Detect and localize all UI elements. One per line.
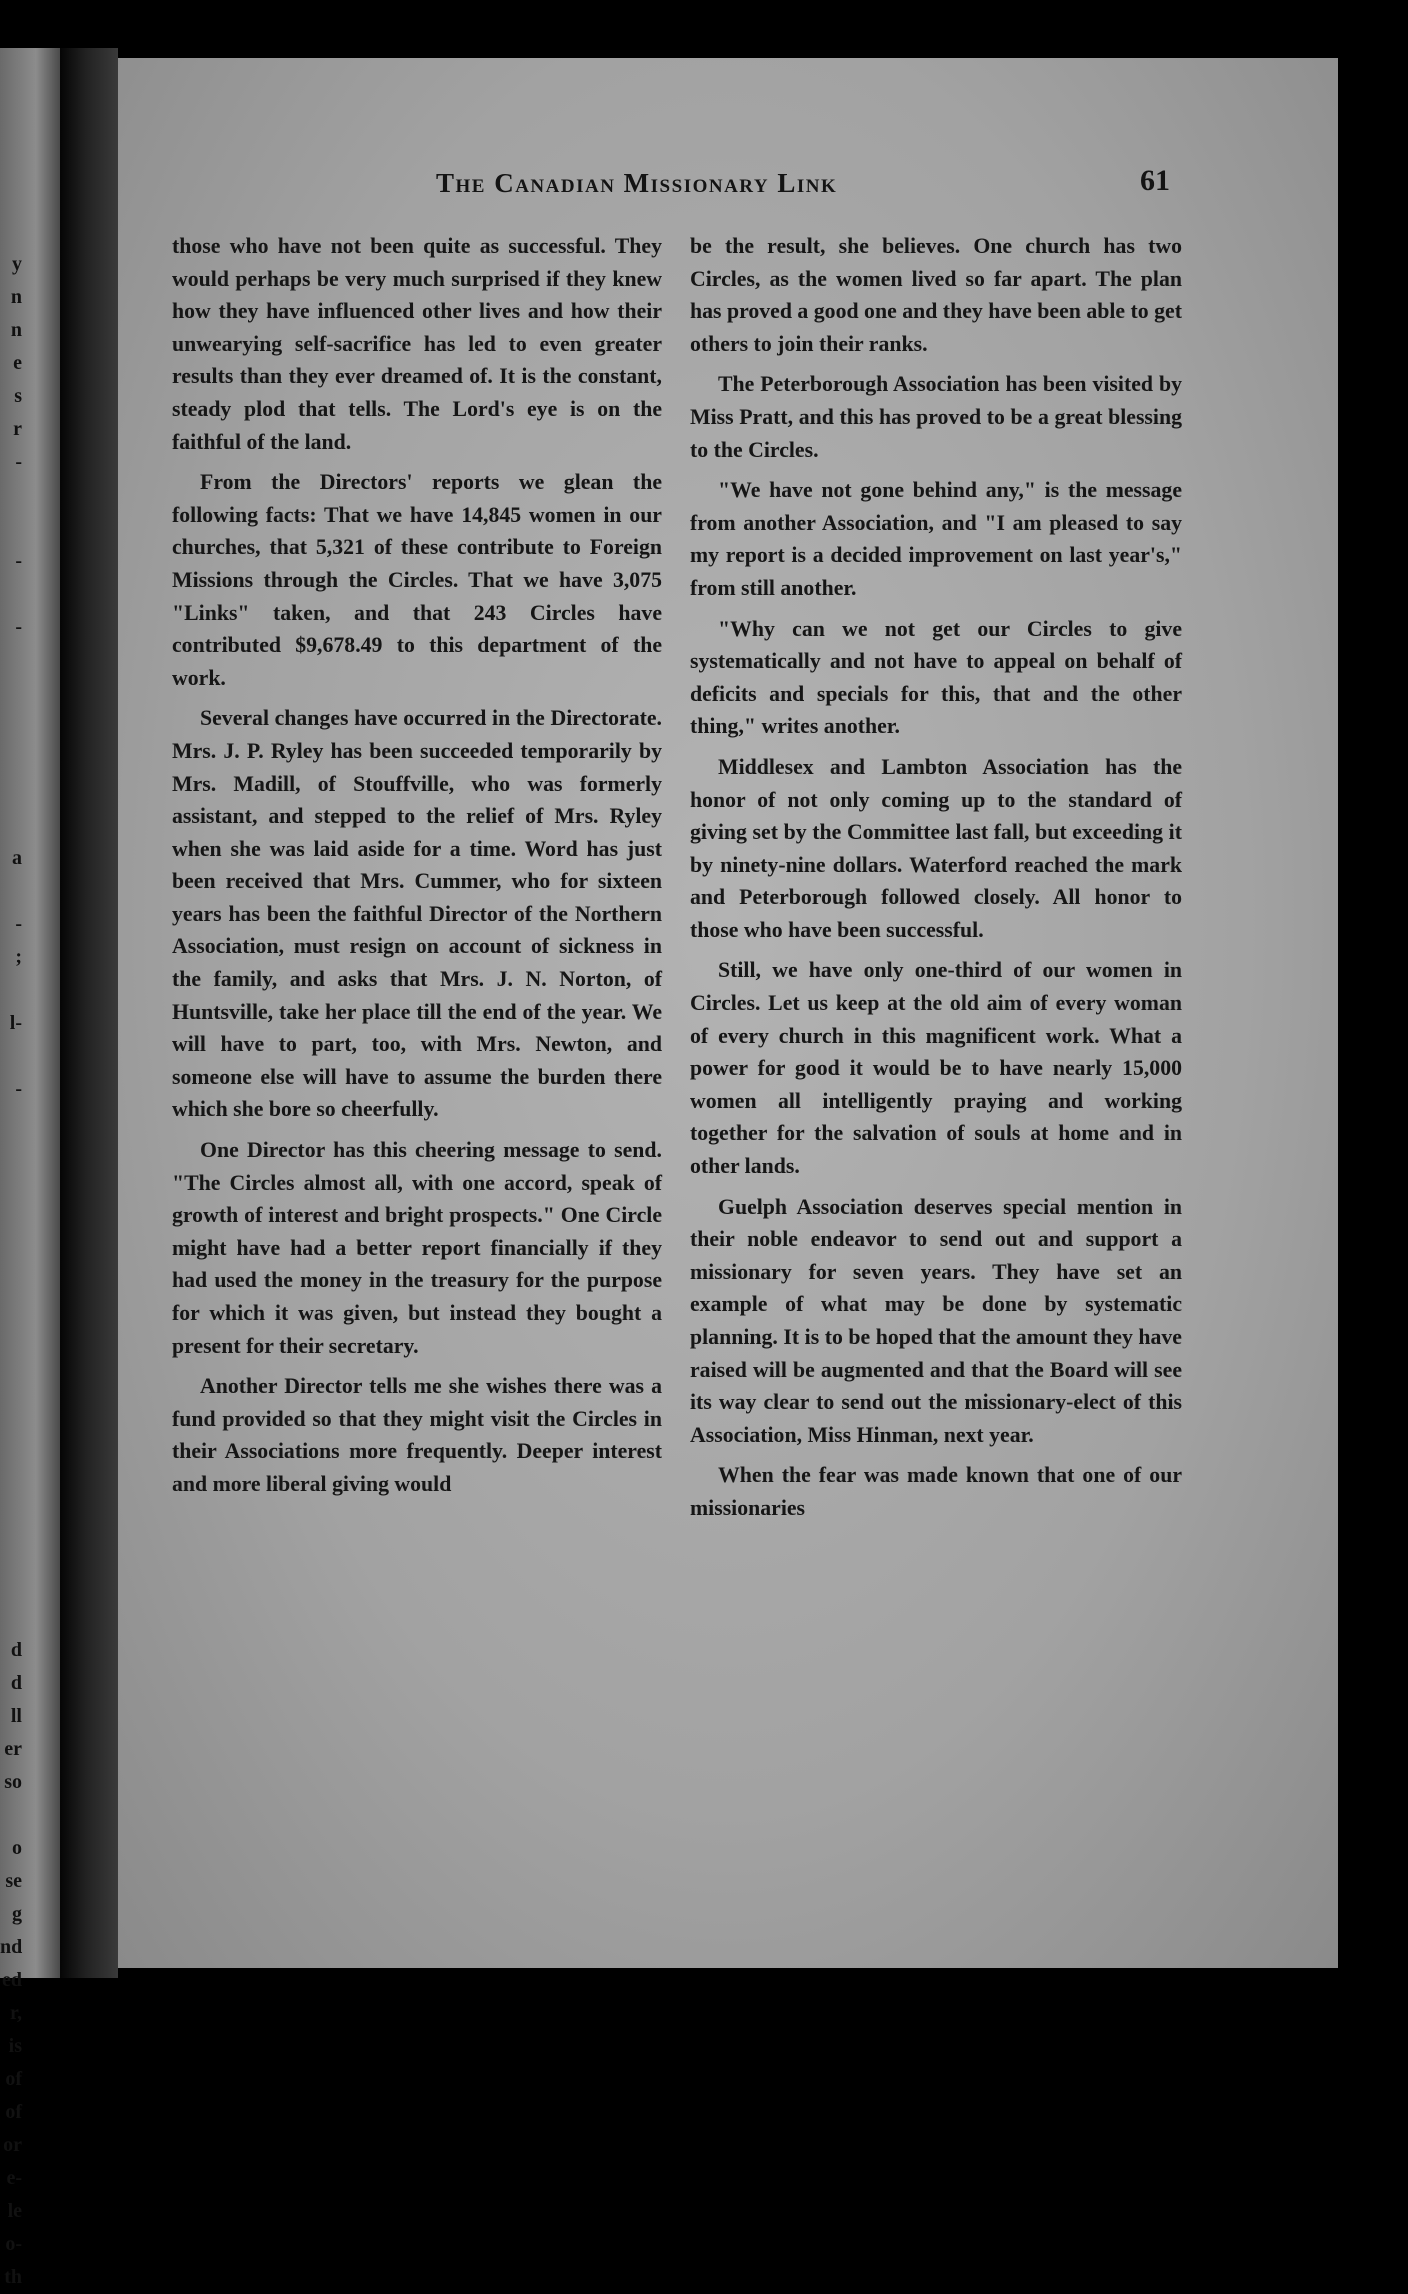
fragment-line: le (7, 2200, 22, 2222)
fragment-line (0, 776, 22, 809)
fragment-line (0, 1370, 22, 1403)
fragment-line: th (4, 2266, 22, 2288)
fragment-line (0, 743, 22, 776)
paragraph: Several changes have occurred in the Directorate. Mrs. J. P. Ryley has been succeeded temporarily by Mrs. Madill, of Stouffville, who was formerly assistant, and stepped to the relief of Mrs. Ryley when she was laid aside for a time. Word has just been received that Mrs. Cummer, who for sixteen years has been the faithful Director of the Northern Association, must resign on account of sickness in the family, and asks that Mrs. J. N. Norton, of Huntsville, take her place till the end of the year. We will have to part, too, with Mrs. Newton, and someone else will have to assume the burden there which she bore so cheerfully. (172, 706, 662, 1122)
fragment-line (0, 1139, 22, 1172)
fragment-line (0, 1304, 22, 1337)
fragment-line (0, 512, 22, 545)
fragment-line (0, 1403, 22, 1436)
fragment-line: - (15, 550, 22, 572)
fragment-line (0, 1502, 22, 1535)
page-number: 61 (1140, 164, 1170, 197)
facing-page-fragments (0, 248, 22, 2294)
fragment-line: is (8, 2035, 22, 2057)
fragment-line: - (15, 1078, 22, 1100)
fragment-line (0, 1205, 22, 1238)
fragment-line: y (12, 253, 22, 275)
scan-border-top (0, 0, 1408, 60)
fragment-line (0, 974, 22, 1007)
left-column (172, 230, 662, 1509)
fragment-line (0, 1535, 22, 1568)
fragment-line (0, 710, 22, 743)
fragment-line: ; (15, 946, 22, 968)
fragment-line: of (5, 2068, 22, 2090)
facing-page-edge (0, 48, 60, 2288)
fragment-line: ll (10, 1705, 22, 1727)
fragment-line: g (12, 1903, 22, 1925)
fragment-line: a (12, 847, 22, 869)
journal-title: The Canadian Missionary Link (436, 168, 838, 198)
fragment-line (0, 1106, 22, 1139)
fragment-line: er (4, 1738, 22, 1760)
book-spine (60, 48, 118, 1978)
running-header (118, 164, 1338, 208)
fragment-line: - (15, 451, 22, 473)
fragment-line: of (5, 2101, 22, 2123)
fragment-line: ed (2, 1969, 22, 1991)
fragment-line: d (10, 1639, 22, 1661)
paragraph: From the Directors' reports we glean the following facts: That we have 14,845 women in our churches, that 5,321 of these contribute to Foreign Missions through the Circles. That we have 3,075 "Links" taken, and that 243 Circles have contributed $9,678.49 to this department of the work. (172, 470, 662, 690)
fragment-line (0, 1799, 22, 1832)
fragment-line: e- (6, 2167, 22, 2189)
paragraph: One Director has this cheering message to send. "The Circles almost all, with one accord, speak of growth of interest and bright prospects." One Circle might have had a better report financially if they had used the money in the treasury for the purpose for which it was given, but instead they bought a present for their secretary. (172, 1138, 662, 1358)
fragment-line: - (15, 913, 22, 935)
fragment-line (0, 809, 22, 842)
fragment-line (0, 1238, 22, 1271)
fragment-line: r, (9, 2002, 22, 2024)
fragment-line (0, 1601, 22, 1634)
fragment-line: o- (5, 2233, 22, 2255)
fragment-line: s (14, 385, 22, 407)
fragment-line (0, 1040, 22, 1073)
fragment-line (0, 578, 22, 611)
paragraph: Guelph Association deserves special mention in their noble endeavor to send out and support a missionary for seven years. They have set an example of what may be done by systematic planning. It is to be hoped that the amount they have raised will be augmented and that the Board will see its way clear to send out the missionary-elect of this Association, Miss Hinman, next year. (690, 1194, 1182, 1447)
paragraph: Still, we have only one-third of our women in Circles. Let us keep at the old aim of every woman of every church in this magnificent work. What a power for good it would be to have nearly 15,000 women all intelligently praying and working together for the salvation of souls at home and in other lands. (690, 958, 1182, 1179)
paragraph: "We have not gone behind any," is the message from another Association, and "I am pleased to say my report is a decided improvement on last year's," from still another. (690, 478, 1182, 600)
fragment-line: n (10, 286, 22, 308)
paragraph: When the fear was made known that one of our missionaries (690, 1463, 1182, 1520)
paragraph: Another Director tells me she wishes there was a fund provided so that they might visit the Circles in their Associations more frequently. Deeper interest and more liberal giving would (172, 1374, 662, 1496)
fragment-line (0, 644, 22, 677)
fragment-line (0, 1469, 22, 1502)
fragment-line: nd (0, 1936, 23, 1958)
fragment-line: l- (9, 1012, 22, 1034)
fragment-line (0, 1568, 22, 1601)
paragraph: those who have not been quite as successful. They would perhaps be very much surprised if they knew how they have influenced other lives and how their unwearying self-sacrifice has led to even greater results than they ever dreamed of. It is the constant, steady plod that tells. The Lord's eye is on the faithful of the land. (172, 234, 662, 454)
paragraph: be the result, she believes. One church has two Circles, as the women lived so far apart. The plan has proved a good one and they have been able to get others to join their ranks. (690, 234, 1182, 356)
fragment-line (0, 677, 22, 710)
fragment-line: - (15, 616, 22, 638)
fragment-line: o (12, 1837, 22, 1859)
paragraph: "Why can we not get our Circles to give systematically and not have to appeal on behalf of deficits and specials for this, that and the other thing," writes another. (690, 616, 1182, 739)
scan-border-right (1338, 40, 1408, 2016)
paragraph: The Peterborough Association has been visited by Miss Pratt, and this has proved to be a great blessing to the Circles. (690, 372, 1182, 462)
fragment-line (0, 1337, 22, 1370)
fragment-line: e (13, 352, 22, 374)
fragment-line (0, 875, 22, 908)
fragment-line: r (13, 418, 22, 440)
fragment-line: d (10, 1672, 22, 1694)
fragment-line: se (5, 1870, 22, 1892)
fragment-line: n (10, 319, 22, 341)
right-column (690, 230, 1182, 1533)
fragment-line (0, 479, 22, 512)
fragment-line (0, 1271, 22, 1304)
paragraph: Middlesex and Lambton Association has the honor of not only coming up to the standard of giving set by the Committee last fall, but exceeding it by ninety-nine dollars. Waterford reached the mark and Peterborough followed closely. All honor to those who have been successful. (690, 754, 1182, 942)
fragment-line: or (3, 2134, 22, 2156)
fragment-line (0, 1436, 22, 1469)
fragment-line (0, 1172, 22, 1205)
fragment-line: so (4, 1771, 22, 1793)
